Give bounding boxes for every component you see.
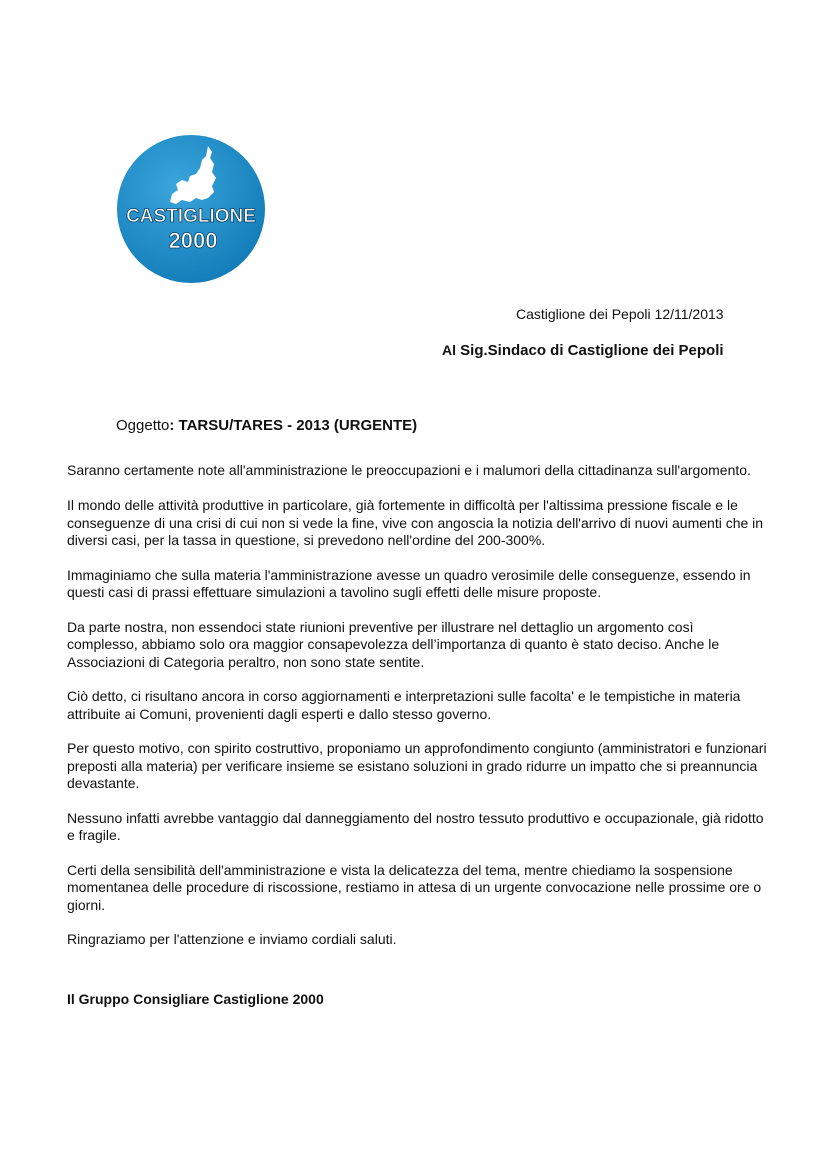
paragraph: Da parte nostra, non essendoci state riunioni preventive per illustrare nel dettaglio un argomento così complesso, abbiamo solo ora maggior consapevolezza dell’importanza di quanto è stato deciso. Anche le Associazioni di Categoria peraltro, non sono state sentite. (67, 618, 720, 670)
paragraph: Per questo motivo, con spirito costruttivo, proponiamo un approfondimento congiunto (amministratori e funzionari preposti alla materia) per verificare insieme se esistano soluzioni in grado ridurre un impatto che si preannuncia devastante. (67, 740, 767, 791)
logo-graphic (116, 134, 266, 284)
castiglione-2000-logo (116, 134, 266, 284)
paragraph: Il mondo delle attività produttive in particolare, già fortemente in difficoltà per l'altissima pressione fiscale e le conseguenze di una crisi di cui non si vede la fine, vive con angoscia la notizia dell'arrivo di nuovi aumenti che in diversi casi, per la tassa in questione, si prevedono nell'ordine del 200-300%. (67, 497, 764, 548)
letter-body (67, 460, 767, 966)
paragraph: Saranno certamente note all'amministrazione le preoccupazioni e i malumori della cittadinanza sull'argomento. (67, 462, 751, 478)
paragraph: Certi della sensibilità dell'amministrazione e vista la delicatezza del tema, mentre chiediamo la sospensione momentanea delle procedure di riscossione, restiamo in attesa di un urgente convocazione nelle prossime ore o giorni. (67, 861, 762, 913)
paragraph: Nessuno infatti avrebbe vantaggio dal danneggiamento del nostro tessuto produttivo e occupazionale, già ridotto e fragile. (67, 809, 764, 843)
recipient-name: Sig.Sindaco di Castiglione dei Pepoli (460, 342, 724, 359)
date-line: Castiglione dei Pepoli 12/11/2013 (516, 306, 724, 322)
logo-text-line2: 2000 (168, 228, 218, 253)
paragraph: Ciò detto, ci risultano ancora in corso aggiornamenti e interpretazioni sulle facolta' e le tempistiche in materia attribuite ai Comuni, provenienti dagli esperti e dallo stesso governo. (67, 688, 741, 722)
recipient-prefix: Al (442, 342, 456, 358)
signature: Il Gruppo Consigliare Castiglione 2000 (67, 991, 324, 1007)
recipient-line (442, 340, 724, 361)
subject-value: : TARSU/TARES - 2013 (URGENTE) (169, 417, 418, 434)
logo-text-line1: CASTIGLIONE (126, 206, 256, 227)
paragraph: Immaginiamo che sulla materia l'amministrazione avesse un quadro verosimile delle conseguenze, essendo in questi casi di prassi effettuare simulazioni a tavolino sugli effetti delle misure proposte. (67, 566, 751, 600)
subject-label: Oggetto (116, 417, 170, 434)
paragraph: Ringraziamo per l'attenzione e inviamo cordiali saluti. (67, 931, 397, 947)
subject-line (116, 416, 417, 436)
